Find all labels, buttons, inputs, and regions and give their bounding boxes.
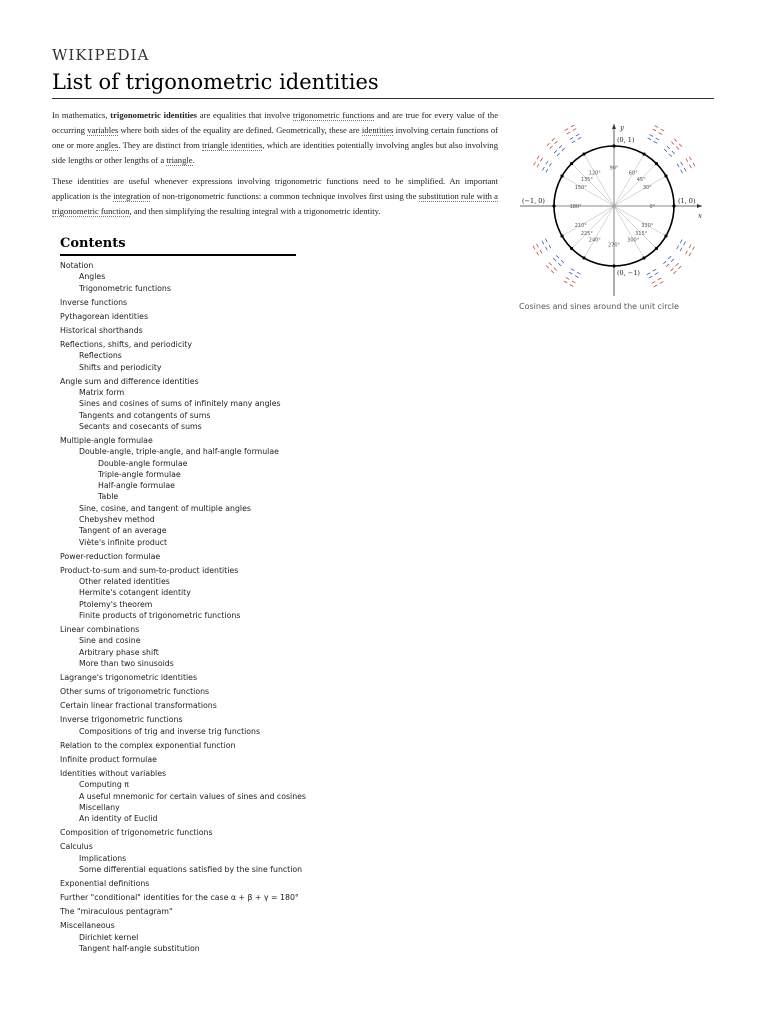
degree-label: 60°: [628, 170, 638, 177]
toc-item[interactable]: More than two sinusoids: [79, 658, 174, 668]
toc-item[interactable]: Arbitrary phase shift: [79, 647, 159, 657]
toc-item[interactable]: Lagrange's trigonometric identities: [60, 673, 198, 683]
toc-item[interactable]: Tangents and cotangents of sums: [79, 410, 211, 420]
coordinate-mark: [671, 139, 682, 150]
coordinate-mark: [664, 146, 675, 157]
angle-point: [582, 152, 585, 155]
angle-point: [664, 234, 667, 237]
toc-item[interactable]: Historical shorthands: [60, 325, 143, 335]
coordinate-mark: [565, 125, 577, 134]
toc-item[interactable]: Reflections, shifts, and periodicity: [60, 339, 192, 349]
coordinate-mark: [677, 240, 686, 252]
toc-item[interactable]: An identity of Euclid: [79, 814, 158, 824]
toc-item[interactable]: Calculus: [60, 842, 93, 852]
table-of-contents: [60, 236, 306, 954]
angle-point: [642, 152, 645, 155]
text-run: of non-trigonometric functions: a common technique involves first using the: [150, 191, 419, 201]
toc-item[interactable]: Matrix form: [79, 387, 125, 397]
coordinate-mark: [652, 278, 664, 287]
toc-item[interactable]: Composition of trigonometric functions: [60, 828, 213, 838]
angle-point: [582, 256, 585, 259]
toc-item[interactable]: Inverse functions: [60, 297, 128, 307]
toc-item[interactable]: Other related identities: [79, 577, 170, 587]
degree-label: 225°: [580, 231, 593, 238]
angle-point: [570, 247, 573, 250]
degree-label: 135°: [580, 176, 593, 183]
y-axis-arrow: [612, 124, 616, 129]
wikipedia-wordmark[interactable]: WIKIPEDIA: [52, 46, 150, 64]
x-axis-arrow: [697, 204, 702, 208]
angle-point: [642, 256, 645, 259]
toc-list: [60, 260, 306, 954]
angle-point: [560, 234, 563, 237]
intro-paragraph-1: [52, 108, 498, 168]
toc-item[interactable]: Tangent of an average: [79, 526, 167, 536]
text-run: and are true for every value of the occurring: [52, 110, 499, 135]
text-run: are equalities that involve: [197, 110, 293, 120]
toc-item[interactable]: The "miraculous pentagram": [60, 907, 173, 917]
article-link[interactable]: trigonometric functions: [292, 110, 375, 120]
text-run: . They are distinct from: [118, 140, 203, 150]
coordinate-mark: [554, 145, 565, 156]
degree-label: 45°: [636, 176, 646, 183]
coordinate-mark: [534, 156, 543, 168]
unit-circle-figure[interactable]: [510, 118, 710, 318]
article-link[interactable]: identities: [361, 125, 394, 135]
toc-item[interactable]: Computing π: [79, 780, 129, 790]
toc-item[interactable]: Miscellaneous: [60, 921, 115, 931]
degree-label: 300°: [627, 237, 640, 244]
coordinate-mark: [569, 269, 581, 278]
degree-label: 210°: [574, 223, 587, 230]
degree-label: 270°: [607, 242, 621, 249]
angle-point: [612, 144, 615, 147]
degree-label: 330°: [641, 223, 654, 230]
article-link[interactable]: triangle: [166, 155, 193, 165]
right-point-label: (1, 0): [678, 197, 696, 205]
coordinate-mark: [677, 162, 686, 174]
toc-item[interactable]: Angles: [79, 272, 106, 282]
toc-item[interactable]: Other sums of trigonometric functions: [60, 687, 210, 697]
text-run: These identities are useful whenever expressions involving trigonometric functions need to be simplified. An important application is the: [52, 176, 498, 201]
text-run: In mathematics,: [52, 110, 111, 120]
article-link[interactable]: variables: [87, 125, 119, 135]
text-run: where both sides of the equality are defined. Geometrically, these are: [118, 125, 362, 135]
degree-label: 90°: [609, 165, 619, 172]
toc-item[interactable]: A useful mnemonic for certain values of sines and cosines: [79, 791, 306, 801]
figure-caption: Cosines and sines around the unit circle: [519, 302, 679, 311]
toc-item[interactable]: Miscellany: [79, 802, 120, 812]
toc-item[interactable]: Hermite's cotangent identity: [79, 588, 191, 598]
toc-item[interactable]: Sine, cosine, and tangent of multiple angles: [79, 503, 251, 513]
coordinate-mark: [542, 161, 551, 173]
x-axis-label: x: [698, 212, 702, 220]
toc-item[interactable]: Viète's infinite product: [79, 537, 168, 547]
toc-item[interactable]: Angle sum and difference identities: [60, 376, 199, 386]
bold-term: trigonometric identities: [110, 110, 198, 120]
angle-point: [664, 174, 667, 177]
article-link[interactable]: triangle identities: [202, 140, 263, 150]
coordinate-mark: [547, 138, 558, 149]
coordinate-mark: [653, 126, 665, 135]
toc-item[interactable]: Double-angle, triple-angle, and half-angle formulae: [79, 447, 279, 457]
toc-item[interactable]: Half-angle formulae: [98, 481, 175, 491]
angle-point: [612, 264, 615, 267]
toc-item[interactable]: Multiple-angle formulae: [60, 435, 153, 445]
toc-item[interactable]: Finite products of trigonometric functions: [79, 610, 241, 620]
toc-item[interactable]: Secants and cosecants of sums: [79, 421, 202, 431]
degree-label: 180°: [569, 204, 582, 210]
toc-item[interactable]: Identities without variables: [60, 768, 167, 778]
page-title: List of trigonometric identities: [52, 70, 714, 99]
toc-item[interactable]: Exponential definitions: [60, 878, 150, 888]
text-run: , and then simplifying the resulting integral with a trigonometric identity.: [129, 206, 381, 216]
toc-item[interactable]: Table: [98, 492, 119, 502]
toc-item[interactable]: Reflections: [79, 351, 122, 361]
article-intro: [52, 108, 498, 225]
bottom-point-label: (0, −1): [617, 269, 640, 277]
toc-item[interactable]: Some differential equations satisfied by the sine function: [79, 864, 303, 874]
toc-item[interactable]: Sines and cosines of sums of infinitely many angles: [79, 399, 281, 409]
left-point-label: (−1, 0): [522, 197, 545, 205]
coordinate-mark: [546, 263, 557, 274]
coordinate-mark: [542, 239, 551, 251]
coordinate-mark: [685, 245, 694, 257]
top-point-label: (0, 1): [617, 136, 635, 144]
toc-item[interactable]: Chebyshev method: [79, 515, 155, 525]
toc-item[interactable]: Certain linear fractional transformations: [60, 701, 217, 711]
toc-title: Contents: [60, 236, 296, 256]
article-link[interactable]: integration: [113, 191, 151, 201]
toc-item[interactable]: Power-reduction formulae: [60, 551, 161, 561]
coordinate-mark: [647, 269, 659, 278]
coordinate-mark: [648, 134, 660, 143]
text-run: involving certain functions of one or more: [52, 125, 498, 150]
toc-item[interactable]: Linear combinations: [60, 625, 140, 635]
toc-item[interactable]: Implications: [79, 853, 127, 863]
angle-point: [552, 204, 555, 207]
intro-paragraph-2: [52, 174, 498, 219]
toc-item[interactable]: Product-to-sum and sum-to-product identities: [60, 565, 239, 575]
toc-item[interactable]: Double-angle formulae: [98, 458, 188, 468]
toc-item[interactable]: Ptolemy's theorem: [79, 599, 153, 609]
degree-label: 30°: [642, 184, 652, 191]
degree-label: 0°: [649, 204, 656, 210]
article-link[interactable]: substitution rule with a trigonometric function: [52, 191, 499, 216]
angle-point: [672, 204, 675, 207]
toc-item[interactable]: Inverse trigonometric functions: [60, 715, 183, 725]
degree-label: 240°: [588, 237, 601, 244]
coordinate-mark: [570, 134, 582, 143]
coordinate-mark: [663, 256, 674, 267]
toc-item[interactable]: Sine and cosine: [79, 636, 141, 646]
toc-item[interactable]: Pythagorean identities: [60, 311, 149, 321]
text-run: , which are identities potentially involving angles but also involving side lengths or other lengths of a: [52, 140, 498, 165]
toc-item[interactable]: Triple-angle formulae: [98, 469, 181, 479]
toc-item[interactable]: Compositions of trig and inverse trig functions: [79, 726, 261, 736]
toc-item[interactable]: Shifts and periodicity: [79, 362, 162, 372]
coordinate-mark: [564, 277, 576, 286]
toc-item[interactable]: Further "conditional" identities for the case α + β + γ = 180°: [60, 893, 299, 903]
toc-item[interactable]: Notation: [60, 261, 94, 270]
toc-item[interactable]: Trigonometric functions: [79, 283, 171, 293]
coordinate-mark: [686, 157, 695, 169]
text-run: .: [192, 155, 195, 165]
coordinate-mark: [671, 263, 682, 274]
unit-circle-diagram: [510, 118, 710, 318]
angle-point: [560, 174, 563, 177]
coordinate-mark: [553, 255, 564, 266]
toc-item[interactable]: Relation to the complex exponential function: [60, 740, 236, 750]
article-link[interactable]: angles: [96, 140, 119, 150]
degree-label: 315°: [635, 231, 648, 238]
angle-point: [570, 162, 573, 165]
angle-point: [655, 162, 658, 165]
toc-item[interactable]: Tangent half-angle substitution: [79, 943, 200, 953]
degree-label: 150°: [574, 184, 587, 191]
degree-label: 120°: [588, 170, 601, 177]
y-axis-label: y: [620, 124, 624, 132]
angle-point: [655, 247, 658, 250]
toc-item[interactable]: Infinite product formulae: [60, 754, 157, 764]
toc-item[interactable]: Dirichlet kernel: [79, 932, 139, 942]
coordinate-mark: [533, 244, 542, 256]
